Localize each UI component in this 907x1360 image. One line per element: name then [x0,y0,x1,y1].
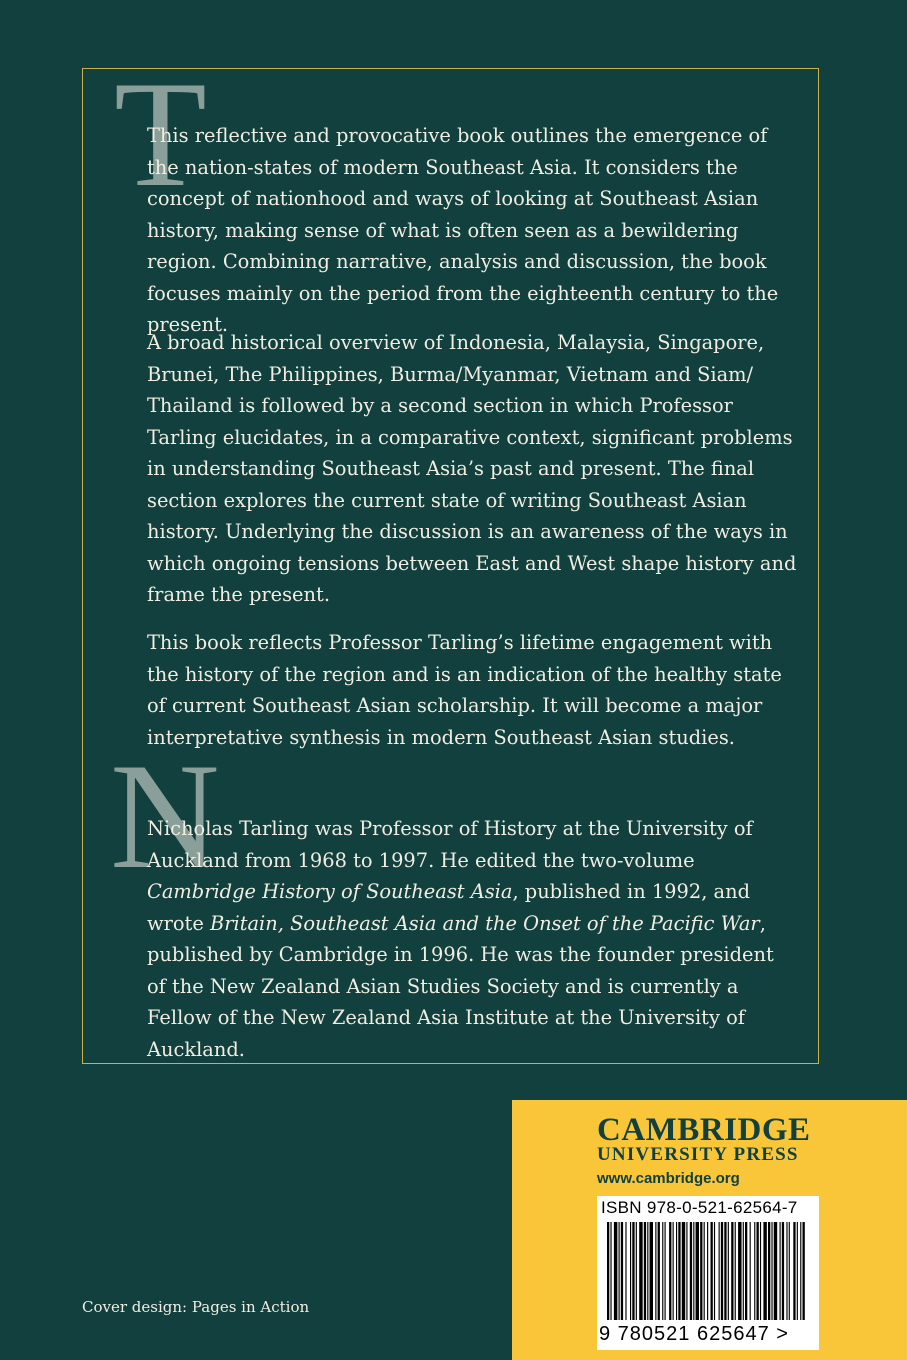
barcode-bar [693,1222,694,1320]
barcode-bar [682,1222,685,1320]
barcode-bar [669,1222,671,1320]
barcode-bar [690,1222,692,1320]
barcode-bar [650,1222,653,1320]
blurb-paragraph-3-text: This book reflects Professor Tarling’s lifetime engagement with the history of the region and is an indication of the healthy state of current Southeast Asian scholarship. It will become a major interpretative synthesis in modern Southeast Asian studies. [147,631,782,749]
barcode-bar [696,1222,699,1320]
barcode-bar [607,1222,609,1320]
barcode-bar [757,1222,759,1320]
barcode-bar [614,1222,617,1320]
barcode-bar [655,1222,656,1320]
barcode-bar [630,1222,631,1320]
barcode-bar [639,1222,642,1320]
barcode-bar [673,1222,674,1320]
publisher-subname: UNIVERSITY PRESS [597,1144,799,1165]
barcode-bar [768,1222,770,1320]
barcode-bar [621,1222,623,1320]
bio-part-2: , published in 1992, and wrote [147,880,750,935]
bio-book-title-2: Britain, Southeast Asia and the Onset of the Pacific War [209,911,760,935]
barcode-bar [735,1222,736,1320]
barcode-bar [786,1222,787,1320]
barcode-bar [721,1222,723,1320]
barcode-bar [743,1222,744,1320]
barcode-bar [780,1222,781,1320]
barcode-bar [745,1222,747,1320]
barcode-bar [750,1222,751,1320]
barcode-bar [793,1222,795,1320]
author-bio [147,813,797,1065]
blurb-paragraph-1 [147,120,797,341]
barcode-bar [728,1222,729,1320]
barcode-bar [731,1222,733,1320]
barcode-box [597,1196,819,1350]
barcode-bar [610,1222,611,1320]
barcode-bar [686,1222,687,1320]
barcode-bar [771,1222,772,1320]
isbn-label: ISBN 978-0-521-62564-7 [601,1198,798,1217]
barcode-bar [719,1222,720,1320]
author-bio-text [147,813,797,1065]
barcode-bar [665,1222,666,1320]
blurb-paragraph-2-text: A broad historical overview of Indonesia, Malaysia, Singapore, Brunei, The Philippines, Burma/Myanmar, Vietnam and Siam/ Thailand is followed by a second section in which Professor Tarling elucidates, in a comparative context, significant problems in understanding Southeast Asia’s past and present. The final section explores the current state of writing Southeast Asian history. Underlying the discussion is an awareness of the ways in which ongoing tensions between East and West shape history and frame the present. [147,331,797,606]
publisher-url: www.cambridge.org [597,1170,740,1187]
dropcap-t: T [114,50,207,218]
barcode-digits: 9 780521 625647 > [599,1323,789,1345]
dropcap-n: N [110,732,220,900]
cover-design-credit: Cover design: Pages in Action [82,1298,310,1316]
blurb-paragraph-2 [147,327,797,611]
barcode-bar [724,1222,726,1320]
barcode-bar [636,1222,637,1320]
barcode-bar [754,1222,755,1320]
barcode-bar [658,1222,660,1320]
barcode-bar [647,1222,648,1320]
barcode-bar [632,1222,634,1320]
barcode-bar [644,1222,646,1320]
barcode-bar [676,1222,677,1320]
barcode-bar [803,1222,805,1320]
bio-book-title-1: Cambridge History of Southeast Asia [147,880,513,903]
barcode-bar [774,1222,777,1320]
barcode-bar [738,1222,741,1320]
barcode-bar [678,1222,680,1320]
barcode-bar [800,1222,801,1320]
barcode-bar [760,1222,761,1320]
barcode-bar [711,1222,713,1320]
barcode-icon [605,1222,811,1322]
barcode-bar [763,1222,766,1320]
barcode-bar [625,1222,626,1320]
barcode-bar [797,1222,798,1320]
publisher-name: CAMBRIDGE [597,1112,811,1148]
publisher-panel [512,1100,907,1360]
blurb-paragraph-1-text: This reflective and provocative book outlines the emergence of the nation-states of modern Southeast Asia. It considers the concept of nationhood and ways of looking at Southeast Asian history, making sense of what is often seen as a bewildering region. Combining narrative, analysis and discussion, the book focuses mainly on the period from the eighteenth century to the present. [147,124,779,336]
bio-part-3: , published by Cambridge in 1996. He was the founder president of the New Zealand Asian Studies Society and is currently a Fellow of the New Zealand Asia Institute at the University of Auckland. [147,911,774,1061]
barcode-bar [782,1222,784,1320]
barcode-bar [707,1222,708,1320]
barcode-bar [789,1222,790,1320]
barcode-bar [619,1222,620,1320]
barcode-bar [714,1222,715,1320]
bio-part-1: Nicholas Tarling was Professor of History at the University of Auckland from 1968 to 1997. He edited the two-volume [147,817,753,872]
barcode-bar [700,1222,702,1320]
blurb-paragraph-3 [147,627,797,753]
barcode-bar [704,1222,705,1320]
barcode-bar [662,1222,663,1320]
